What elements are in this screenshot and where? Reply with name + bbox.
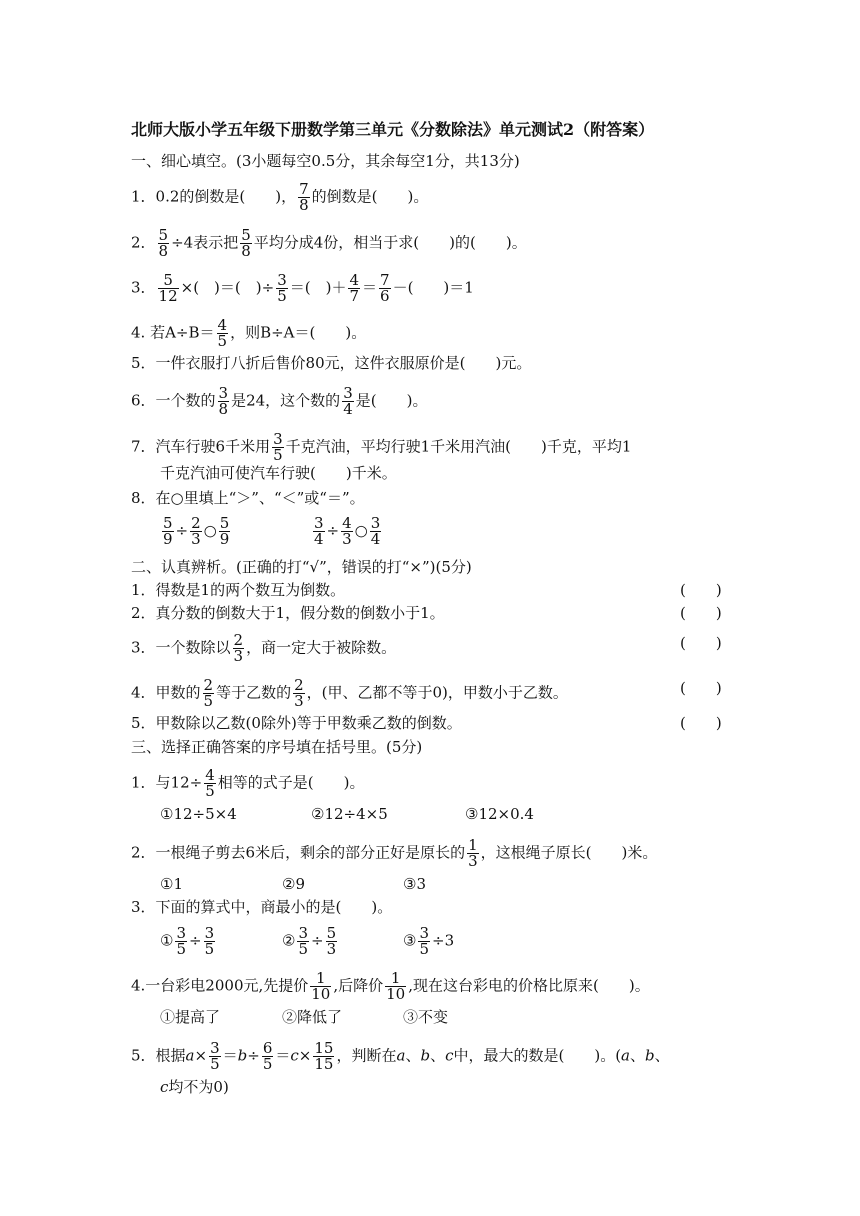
operator: ÷ xyxy=(247,1046,260,1065)
text: 1．0.2的倒数是( )， xyxy=(131,187,297,206)
text: 1．与12÷ xyxy=(131,773,203,792)
text: －( )＝1 xyxy=(392,278,474,297)
s2-question-1: 1．得数是1的两个数互为倒数。 xyxy=(131,581,346,599)
text: 等于乙数的 xyxy=(216,683,292,702)
s3-question-4 xyxy=(131,971,650,1002)
fraction xyxy=(158,273,179,304)
s3-q3-option-2[interactable] xyxy=(282,926,339,957)
denominator: 7 xyxy=(349,287,359,305)
section-1-heading: 一、细心填空。(3小题每空0.5分，其余每空1分，共13分) xyxy=(131,152,520,170)
separator: 、 xyxy=(654,1046,670,1065)
fraction xyxy=(379,273,391,304)
fraction xyxy=(209,1041,221,1072)
operator: × xyxy=(194,1046,208,1065)
text: 4．甲数的 xyxy=(131,683,201,702)
fraction xyxy=(162,516,174,547)
numerator: 1 xyxy=(310,971,331,987)
var-b: b xyxy=(420,1046,431,1065)
answer-paren[interactable]: ( ) xyxy=(680,581,722,599)
operator: ÷ xyxy=(189,931,202,950)
var-a: a xyxy=(621,1046,630,1065)
numerator: 3 xyxy=(218,384,229,402)
denominator: 4 xyxy=(314,530,324,548)
fraction xyxy=(204,768,216,799)
s3-question-3: 3．下面的算式中，商最小的是( )。 xyxy=(131,898,393,916)
numerator: 3 xyxy=(298,924,308,942)
var-b: b xyxy=(237,1046,248,1065)
s3-q2-option-1[interactable]: ①1 xyxy=(160,875,183,893)
text: ＝ xyxy=(362,278,378,297)
var-c: c xyxy=(160,1078,169,1096)
numerator: 3 xyxy=(343,384,353,402)
fraction xyxy=(233,633,245,664)
operator: × xyxy=(298,1046,312,1065)
fraction xyxy=(348,273,360,304)
text: 4. 若A÷B＝ xyxy=(131,323,215,342)
fraction xyxy=(310,971,331,1002)
s3-question-2 xyxy=(131,838,657,869)
separator: 、 xyxy=(630,1046,646,1065)
text: 的倒数是( )。 xyxy=(311,187,429,206)
fraction xyxy=(298,182,310,213)
denominator: 5 xyxy=(419,940,429,958)
fraction xyxy=(272,432,284,463)
denominator: 8 xyxy=(158,242,169,260)
numerator: 5 xyxy=(326,924,337,942)
text: ,后降价 xyxy=(333,976,384,995)
s1-question-3 xyxy=(131,273,474,304)
text: 5．根据 xyxy=(131,1046,186,1065)
denominator: 5 xyxy=(205,782,215,800)
s2-question-3 xyxy=(131,633,396,664)
denominator: 9 xyxy=(219,530,230,548)
fraction xyxy=(276,273,288,304)
text: 相等的式子是( )。 xyxy=(217,773,365,792)
s1-question-1 xyxy=(131,182,428,213)
text: 千克汽油，平均行驶1千米用汽油( )千克，平均1 xyxy=(285,437,632,456)
denominator: 5 xyxy=(210,1055,220,1073)
fraction xyxy=(418,926,430,957)
fraction xyxy=(240,228,252,259)
denominator: 5 xyxy=(262,1055,273,1073)
fraction xyxy=(190,516,202,547)
s1-question-8: 8．在○里填上“＞”、“＜”或“＝”。 xyxy=(131,489,365,507)
text: ，(甲、乙都不等于0)，甲数小于乙数。 xyxy=(306,683,568,702)
separator: 、 xyxy=(405,1046,421,1065)
fraction xyxy=(467,838,479,869)
numerator: 4 xyxy=(217,316,228,334)
denominator: 5 xyxy=(203,692,214,710)
denominator: 5 xyxy=(298,940,308,958)
text: 均不为0) xyxy=(168,1078,229,1096)
fraction xyxy=(385,971,406,1002)
s1-question-4 xyxy=(131,318,366,349)
s3-q3-option-1[interactable] xyxy=(160,926,217,957)
numerator: 2 xyxy=(233,631,244,649)
numerator: 3 xyxy=(314,514,324,532)
s1-question-5: 5．一件衣服打八折后售价80元，这件衣服原价是( )元。 xyxy=(131,354,532,372)
numerator: 3 xyxy=(273,430,283,448)
denominator: 3 xyxy=(468,852,478,870)
denominator: 12 xyxy=(158,287,178,305)
numerator: 4 xyxy=(205,766,215,784)
denominator: 5 xyxy=(204,940,215,958)
s3-q4-option-1[interactable]: ①提高了 xyxy=(160,1008,221,1026)
fraction xyxy=(326,926,338,957)
numerator: 5 xyxy=(241,226,251,244)
denominator: 8 xyxy=(218,400,229,418)
equals: ＝ xyxy=(275,1046,291,1065)
answer-paren[interactable]: ( ) xyxy=(680,679,722,697)
operator: ÷ xyxy=(175,521,189,540)
answer-paren[interactable]: ( ) xyxy=(680,634,722,652)
text: 7．汽车行驶6千米用 xyxy=(131,437,271,456)
fraction xyxy=(370,516,382,547)
text: ，商一定大于被除数。 xyxy=(246,638,397,657)
text: 2． xyxy=(131,233,156,252)
s3-q1-option-1[interactable]: ①12÷5×4 xyxy=(160,805,237,823)
fraction xyxy=(217,318,229,349)
s3-q2-option-2[interactable]: ②9 xyxy=(282,875,305,893)
s3-question-5-line-2 xyxy=(160,1077,229,1097)
fraction xyxy=(313,1041,334,1072)
numerator: 5 xyxy=(163,514,173,532)
fraction xyxy=(175,926,187,957)
numerator: 4 xyxy=(342,514,352,532)
denominator: 8 xyxy=(241,242,251,260)
denominator: 4 xyxy=(343,400,353,418)
text: 平均分成4份，相当于求( )的( )。 xyxy=(253,233,527,252)
fraction xyxy=(204,926,216,957)
s2-question-2: 2．真分数的倒数大于1，假分数的倒数小于1。 xyxy=(131,604,445,622)
s1-q8-expression-1 xyxy=(160,516,232,547)
denominator: 15 xyxy=(314,1055,334,1073)
denominator: 5 xyxy=(273,446,283,464)
fraction xyxy=(158,228,170,259)
operator: ÷ xyxy=(326,521,340,540)
text: 6．一个数的 xyxy=(131,391,216,410)
denominator: 9 xyxy=(163,530,173,548)
var-c: c xyxy=(445,1046,454,1065)
denominator: 3 xyxy=(294,692,304,710)
numerator: 3 xyxy=(176,924,186,942)
numerator: 3 xyxy=(204,924,215,942)
s3-q1-option-2[interactable]: ②12÷4×5 xyxy=(311,805,388,823)
numerator: 3 xyxy=(210,1039,220,1057)
text: 3．一个数除以 xyxy=(131,638,231,657)
var-a: a xyxy=(185,1046,195,1065)
denominator: 5 xyxy=(277,287,287,305)
compare-circle[interactable]: ○ xyxy=(203,521,217,540)
numerator: 7 xyxy=(299,180,309,198)
text: ,现在这台彩电的价格比原来( )。 xyxy=(408,976,650,995)
equals: ＝ xyxy=(222,1046,238,1065)
numerator: 3 xyxy=(419,924,429,942)
fraction xyxy=(342,386,354,417)
numerator: 6 xyxy=(262,1039,273,1057)
numerator: 7 xyxy=(380,271,390,289)
s1-q8-expression-2 xyxy=(311,516,383,547)
fraction xyxy=(262,1041,274,1072)
s3-question-5-line-1 xyxy=(131,1041,670,1072)
numerator: 4 xyxy=(349,271,359,289)
answer-paren[interactable]: ( ) xyxy=(680,714,722,732)
s2-question-5: 5．甲数除以乙数(0除外)等于甲数乘乙数的倒数。 xyxy=(131,714,462,732)
text: 中，最大的数是( )。( xyxy=(453,1046,622,1065)
text: 4.一台彩电2000元,先提价 xyxy=(131,976,309,995)
text: ＝( )＋ xyxy=(289,278,347,297)
denominator: 3 xyxy=(326,940,337,958)
numerator: 2 xyxy=(191,514,201,532)
numerator: 2 xyxy=(294,676,304,694)
s3-q4-option-3[interactable]: ③不变 xyxy=(403,1008,449,1026)
text: 是( )。 xyxy=(355,391,428,410)
denominator: 6 xyxy=(380,287,390,305)
s1-question-7-line-2: 千克汽油可使汽车行驶( )千米。 xyxy=(160,464,397,482)
text: ×( )＝( )÷ xyxy=(180,278,275,297)
separator: 、 xyxy=(430,1046,446,1065)
fraction xyxy=(218,386,230,417)
denominator: 10 xyxy=(311,985,331,1003)
numerator: 2 xyxy=(203,676,214,694)
denominator: 8 xyxy=(299,196,309,214)
numerator: 3 xyxy=(370,514,381,532)
section-3-heading: 三、选择正确答案的序号填在括号里。(5分) xyxy=(131,738,423,756)
var-c: c xyxy=(290,1046,299,1065)
s2-question-4 xyxy=(131,678,568,709)
denominator: 3 xyxy=(342,530,352,548)
numerator: 15 xyxy=(314,1039,334,1057)
text: ，这根绳子原长( )米。 xyxy=(480,843,658,862)
s1-question-2 xyxy=(131,228,527,259)
denominator: 4 xyxy=(370,530,381,548)
numerator: 1 xyxy=(468,836,478,854)
compare-circle[interactable]: ○ xyxy=(354,521,368,540)
option-marker: ① xyxy=(160,931,174,950)
operator: ÷ xyxy=(311,931,324,950)
s1-question-6 xyxy=(131,386,427,417)
s3-q1-option-3[interactable]: ③12×0.4 xyxy=(465,805,534,823)
text: 2．一根绳子剪去6米后，剩余的部分正好是原长的 xyxy=(131,843,466,862)
var-a: a xyxy=(396,1046,406,1065)
s3-q2-option-3[interactable]: ③3 xyxy=(403,875,426,893)
text: ，判断在 xyxy=(336,1046,397,1065)
numerator: 5 xyxy=(158,273,179,289)
text: ，则B÷A＝( )。 xyxy=(230,323,367,342)
denominator: 3 xyxy=(233,647,244,665)
s3-question-1 xyxy=(131,768,364,799)
text: ÷4表示把 xyxy=(171,233,239,252)
text: 是24，这个数的 xyxy=(231,391,341,410)
numerator: 5 xyxy=(158,226,169,244)
page-title: 北师大版小学五年级下册数学第三单元《分数除法》单元测试2（附答案） xyxy=(131,120,655,139)
denominator: 10 xyxy=(386,985,406,1003)
denominator: 5 xyxy=(217,332,228,350)
s3-q4-option-2[interactable]: ②降低了 xyxy=(282,1008,343,1026)
numerator: 3 xyxy=(277,271,287,289)
option-marker: ② xyxy=(282,931,296,950)
fraction xyxy=(341,516,353,547)
fraction xyxy=(313,516,325,547)
s1-question-7-line-1 xyxy=(131,432,631,463)
option-marker: ③ xyxy=(403,931,417,950)
answer-paren[interactable]: ( ) xyxy=(680,604,722,622)
text: 3． xyxy=(131,278,156,297)
fraction xyxy=(203,678,215,709)
fraction xyxy=(293,678,305,709)
section-2-heading: 二、认真辨析。(正确的打“√”，错误的打“×”)(5分) xyxy=(131,558,472,576)
numerator: 1 xyxy=(385,971,406,987)
var-b: b xyxy=(645,1046,655,1065)
numerator: 5 xyxy=(219,514,230,532)
fraction xyxy=(219,516,231,547)
fraction xyxy=(297,926,309,957)
denominator: 5 xyxy=(176,940,186,958)
operator: ÷3 xyxy=(432,931,455,950)
denominator: 3 xyxy=(191,530,201,548)
s3-q3-option-3[interactable] xyxy=(403,926,454,957)
